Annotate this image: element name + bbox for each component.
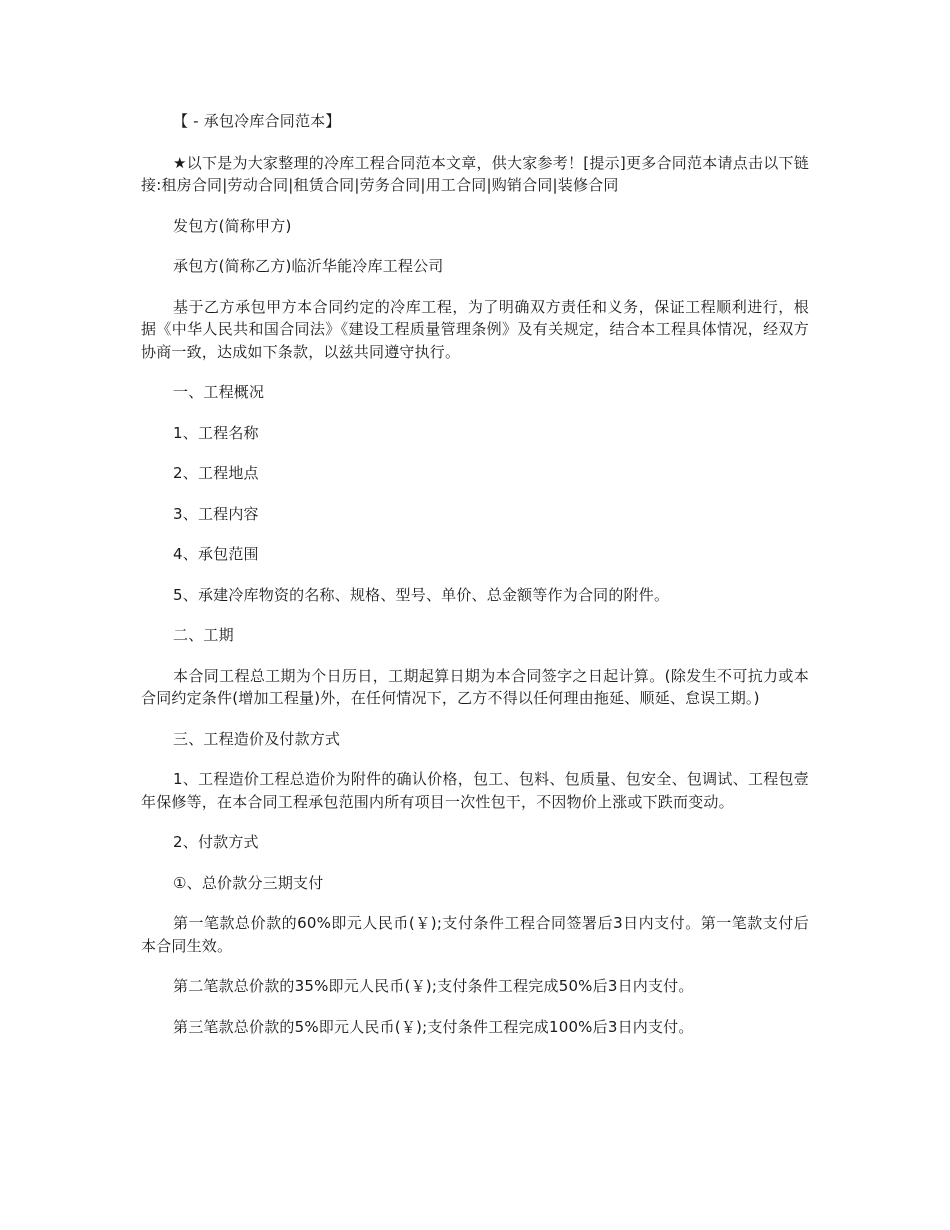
paragraph-cost: 1、工程造价工程总造价为附件的确认价格，包工、包料、包质量、包安全、包调试、工程包壹年保修等，在本合同工程承包范围内所有项目一次性包干，不因物价上涨或下跌而变动。 [141,770,809,811]
paragraph-party-b: 承包方(简称乙方)临沂华能冷库工程公司 [173,257,444,275]
list-item-three-installments: ①、总价款分三期支付 [173,873,324,892]
paragraph-third-payment: 第三笔款总价款的5%即元人民币(￥);支付条件工程完成100%后3日内支付。 [173,1017,694,1036]
section-heading-overview: 一、工程概况 [173,383,265,401]
list-item-project-content: 3、工程内容 [173,504,259,523]
paragraph-first-payment: 第一笔款总价款的60%即元人民币(￥);支付条件工程合同签署后3日内支付。第一笔款支付后本合同生效。 [141,914,809,955]
paragraph-schedule: 本合同工程总工期为个日历日，工期起算日期为本合同签字之日起计算。(除发生不可抗力或本合同约定条件(增加工程量)外，在任何情况下，乙方不得以任何理由拖延、顺延、怠误工期。) [141,666,809,707]
section-heading-schedule: 二、工期 [173,626,234,644]
list-item-materials: 5、承建冷库物资的名称、规格、型号、单价、总金额等作为合同的附件。 [173,585,670,604]
list-item-project-name: 1、工程名称 [173,423,259,442]
paragraph-second-payment: 第二笔款总价款的35%即元人民币(￥);支付条件工程完成50%后3日内支付。 [173,977,694,995]
paragraph-preamble: 基于乙方承包甲方本合同约定的冷库工程，为了明确双方责任和义务，保证工程顺利进行，根据《中华人民共和国合同法》《建设工程质量管理条例》及有关规定，结合本工程具体情况，经双方协商一致，达成如下条款，以兹共同遵守执行。 [141,297,809,361]
list-item-project-location: 2、工程地点 [173,464,259,482]
document-page [141,110,809,1056]
paragraph-party-a: 发包方(简称甲方) [173,216,292,235]
subheading-payment-method: 2、付款方式 [173,833,259,851]
paragraph-intro: ★以下是为大家整理的冷库工程合同范本文章，供大家参考！[提示]更多合同范本请点击以下链接:租房合同|劳动合同|租赁合同|劳务合同|用工合同|购销合同|装修合同 [141,153,809,194]
section-heading-cost-payment: 三、工程造价及付款方式 [173,729,341,748]
document-title: 【 - 承包冷库合同范本】 [173,112,341,130]
list-item-contract-scope: 4、承包范围 [173,545,259,563]
